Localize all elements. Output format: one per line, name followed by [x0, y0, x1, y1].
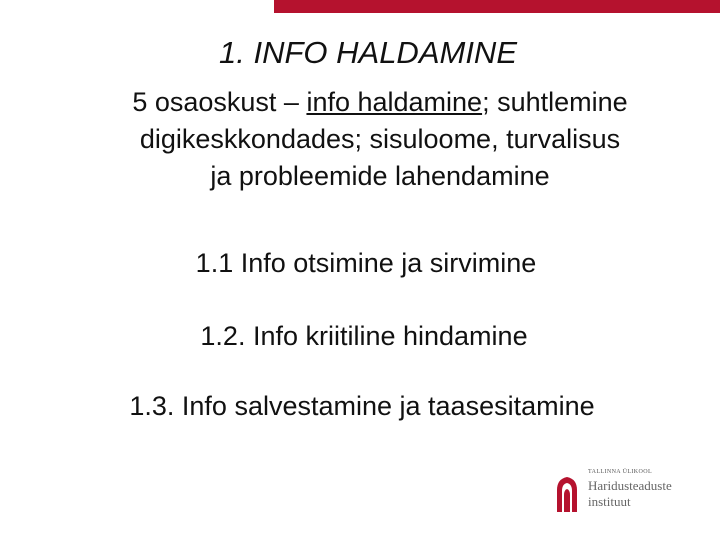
intro-line3: ja probleemide lahendamine — [210, 161, 550, 191]
logo-institute-line2: instituut — [588, 494, 631, 509]
logo-institute-line1: Haridusteaduste — [588, 478, 672, 493]
intro-text — [40, 84, 720, 195]
subtopic-3: 1.3. Info salvestamine ja taasesitamine — [129, 391, 595, 421]
slide-title: 1. INFO HALDAMINE — [219, 35, 517, 70]
logo-university-name: TALLINNA ÜLIKOOL — [588, 469, 653, 475]
subtopic-2: 1.2. Info kriitiline hindamine — [200, 321, 528, 351]
intro-link[interactable]: info haldamine — [306, 87, 483, 117]
intro-line2: digikeskkondades; sisuloome, turvalisus — [139, 124, 621, 154]
intro-prefix: 5 osaoskust – — [132, 87, 307, 117]
subtopic-1: 1.1 Info otsimine ja sirvimine — [195, 248, 537, 278]
institute-logo — [554, 466, 694, 522]
intro-line1-rest: ; suhtlemine — [482, 87, 628, 117]
tallinn-university-gate-icon — [554, 476, 580, 512]
top-accent-bar — [274, 0, 720, 13]
